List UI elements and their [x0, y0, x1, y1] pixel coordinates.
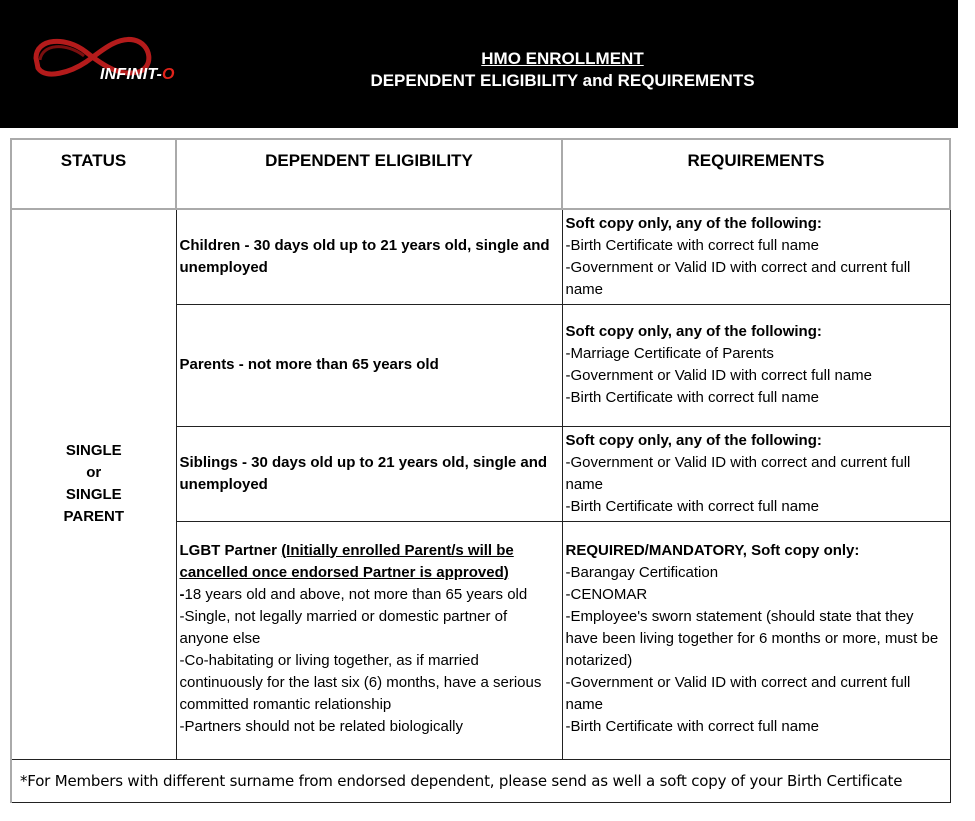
header-eligibility: DEPENDENT ELIGIBILITY: [176, 139, 562, 209]
footnote: *For Members with different surname from endorsed dependent, please send as well a soft copy of your Birth Certificate: [11, 759, 950, 802]
eligibility-table: [10, 138, 951, 803]
req-item: -Government or Valid ID with correct and current full name: [565, 258, 911, 298]
req-heading: Soft copy only, any of the following:: [565, 431, 822, 449]
req-item: -CENOMAR: [565, 585, 648, 603]
eligibility-item: -Single, not legally married or domestic partner of anyone else: [179, 607, 508, 647]
title-line-2: DEPENDENT ELIGIBILITY and REQUIREMENTS: [370, 71, 755, 90]
req-item: -Birth Certificate with correct full name: [565, 717, 819, 735]
eligibility-item: 18 years old and above, not more than 65 years old: [184, 585, 528, 603]
eligibility-note: (Initially enrolled Parent/s will be cancelled once endorsed Partner is approved): [179, 541, 514, 581]
req-item: -Government or Valid ID with correct and current full name: [565, 673, 911, 713]
eligibility-dash: -: [179, 585, 185, 603]
req-item: -Government or Valid ID with correct and current full name: [565, 453, 911, 493]
req-item: -Marriage Certificate of Parents: [565, 345, 774, 362]
title-line-1: HMO ENROLLMENT: [481, 49, 644, 68]
footnote-row: [11, 759, 950, 802]
eligibility-item: -Co-habitating or living together, as if married continuously for the last six (6) months, have a serious committed romantic relationship: [179, 651, 542, 713]
table-row: [11, 209, 950, 304]
table-header-row: [11, 139, 950, 209]
requirements-lgbt-partner: [562, 521, 950, 759]
status-line: PARENT: [63, 508, 125, 526]
status-line: SINGLE: [65, 442, 122, 460]
eligibility-item: -Partners should not be related biologically: [179, 717, 463, 735]
logo-wordmark: INFINIT-O: [100, 66, 175, 83]
header-requirements: REQUIREMENTS: [562, 139, 950, 209]
req-heading: Soft copy only, any of the following:: [565, 323, 822, 340]
eligibility-parents: Parents - not more than 65 years old: [176, 304, 562, 426]
req-item: -Birth Certificate with correct full name: [565, 236, 819, 254]
eligibility-lgbt-partner: [176, 521, 562, 759]
eligibility-children: Children - 30 days old up to 21 years old, single and unemployed: [176, 209, 562, 304]
status-line: or: [86, 464, 102, 482]
req-item: -Employee's sworn statement (should state that they have been living together for 6 months or more, must be notarized): [565, 607, 939, 669]
requirements-children: [562, 209, 950, 304]
req-heading: REQUIRED/MANDATORY, Soft copy only:: [565, 541, 860, 559]
req-item: -Barangay Certification: [565, 563, 719, 581]
requirements-siblings: [562, 426, 950, 521]
status-cell: [11, 209, 176, 759]
page-header: [0, 0, 958, 128]
eligibility-siblings: Siblings - 30 days old up to 21 years old, single and unemployed: [176, 426, 562, 521]
status-line: SINGLE: [65, 486, 122, 504]
header-status: STATUS: [11, 139, 176, 209]
req-item: -Birth Certificate with correct full name: [565, 497, 819, 515]
page-title: [300, 48, 825, 92]
req-item: -Birth Certificate with correct full name: [565, 389, 819, 406]
eligibility-title: LGBT Partner: [179, 541, 282, 559]
req-heading: Soft copy only, any of the following:: [565, 214, 822, 232]
req-item: -Government or Valid ID with correct full name: [565, 367, 872, 384]
requirements-parents: [562, 304, 950, 426]
